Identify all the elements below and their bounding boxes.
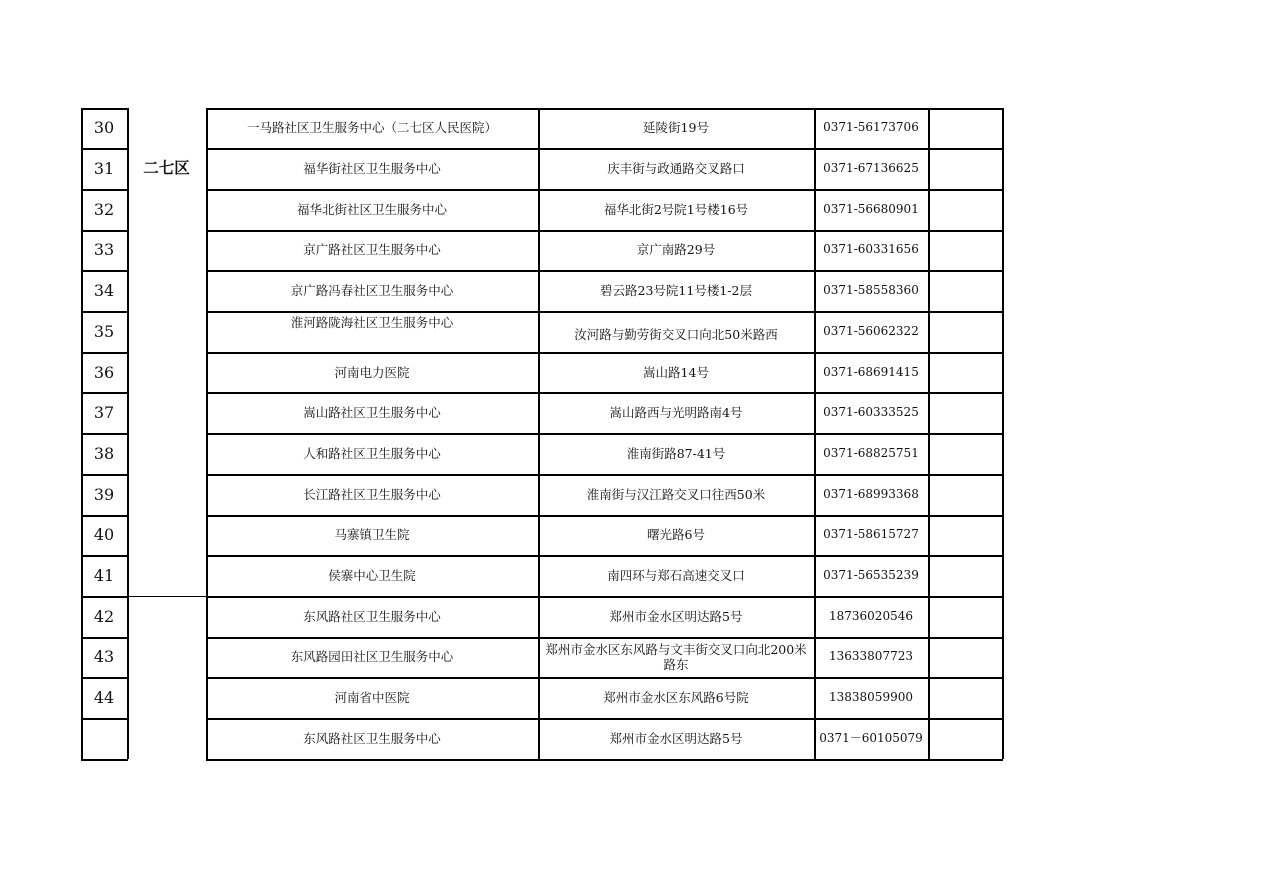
- facility-name: 人和路社区卫生服务中心: [303, 445, 441, 461]
- facility-name: 东风路社区卫生服务中心: [303, 730, 441, 746]
- facility-phone: 0371-58615727: [823, 527, 919, 542]
- facility-phone: 0371-68691415: [823, 364, 919, 379]
- facility-phone: 0371-56062322: [823, 323, 919, 338]
- facility-name: 侯寨中心卫生院: [328, 568, 416, 584]
- facility-address: 郑州市金水区明达路5号: [609, 730, 743, 746]
- facility-phone: 0371-68825751: [823, 445, 919, 460]
- facility-address: 汝河路与勤劳街交叉口向北50米路西: [574, 326, 778, 342]
- facility-phone: 0371-56173706: [823, 120, 919, 135]
- facility-phone: 13838059900: [829, 690, 913, 705]
- facility-phone: 0371-60333525: [823, 405, 919, 420]
- facility-name: 河南电力医院: [334, 364, 410, 380]
- facility-phone: 0371-67136625: [823, 161, 919, 176]
- facility-address: 福华北街2号院1号楼16号: [603, 201, 749, 217]
- facility-name: 京广路社区卫生服务中心: [303, 242, 441, 258]
- facility-name: 东风路社区卫生服务中心: [303, 608, 441, 624]
- facility-address: 南四环与郑石高速交叉口: [607, 568, 745, 584]
- row-number: 35: [93, 321, 115, 341]
- facility-phone: 0371-56680901: [823, 201, 919, 216]
- facility-phone: 0371-68993368: [823, 486, 919, 501]
- row-number: 43: [93, 647, 115, 667]
- facility-name: 马寨镇卫生院: [334, 527, 410, 543]
- facility-address: 京广南路29号: [636, 242, 716, 258]
- row-border: [206, 759, 1003, 761]
- facility-address: 嵩山路西与光明路南4号: [609, 405, 743, 421]
- facility-address: 郑州市金水区明达路5号: [609, 608, 743, 624]
- facility-name: 东风路园田社区卫生服务中心: [290, 649, 454, 665]
- facility-name: 长江路社区卫生服务中心: [303, 486, 441, 502]
- row-number: 38: [93, 443, 115, 463]
- facility-address: 延陵街19号: [643, 120, 709, 136]
- facility-name: 淮河路陇海社区卫生服务中心: [290, 315, 454, 330]
- facility-address: 郑州市金水区东风路与文丰街交叉口向北200米路东: [545, 641, 807, 672]
- row-border-no: [81, 759, 128, 761]
- facility-address: 曙光路6号: [647, 527, 705, 543]
- district-group-border: [127, 596, 206, 597]
- row-number: 33: [93, 240, 115, 260]
- row-number: 39: [93, 484, 115, 504]
- facility-name: 一马路社区卫生服务中心（二七区人民医院）: [246, 120, 497, 136]
- row-number: 36: [93, 362, 115, 382]
- row-number: 30: [93, 118, 115, 138]
- facility-phone: 0371-60331656: [823, 242, 919, 257]
- row-number: 42: [93, 606, 115, 626]
- col-border-3: [928, 108, 930, 759]
- row-number: 31: [93, 159, 115, 179]
- row-number: 44: [93, 688, 115, 708]
- facility-address: 郑州市金水区东风路6号院: [603, 690, 749, 706]
- row-number: 34: [93, 281, 115, 301]
- facility-address: 嵩山路14号: [643, 364, 709, 380]
- row-number: [81, 718, 127, 759]
- facility-name: 福华北街社区卫生服务中心: [296, 201, 447, 217]
- facility-phone: 0371－60105079: [819, 730, 923, 745]
- facility-phone: 18736020546: [829, 608, 913, 623]
- facility-name: 河南省中医院: [334, 690, 410, 706]
- facility-address: 碧云路23号院11号楼1-2层: [600, 283, 752, 299]
- col-border-4: [1002, 108, 1004, 759]
- facility-address: 庆丰街与政通路交叉路口: [607, 161, 745, 177]
- facility-phone: 0371-58558360: [823, 283, 919, 298]
- row-number: 37: [93, 403, 115, 423]
- facility-name: 嵩山路社区卫生服务中心: [303, 405, 441, 421]
- row-number: 40: [93, 525, 115, 545]
- facility-phone: 13633807723: [829, 649, 913, 664]
- facility-name: 京广路冯春社区卫生服务中心: [290, 283, 454, 299]
- district-label: 二七区: [143, 159, 190, 178]
- row-number: 32: [93, 199, 115, 219]
- facility-name: 福华街社区卫生服务中心: [303, 161, 441, 177]
- facility-address: 淮南街路87-41号: [626, 445, 726, 461]
- row-number: 41: [93, 566, 115, 586]
- facility-address: 淮南街与汉江路交叉口往西50米: [586, 486, 766, 502]
- facility-phone: 0371-56535239: [823, 568, 919, 583]
